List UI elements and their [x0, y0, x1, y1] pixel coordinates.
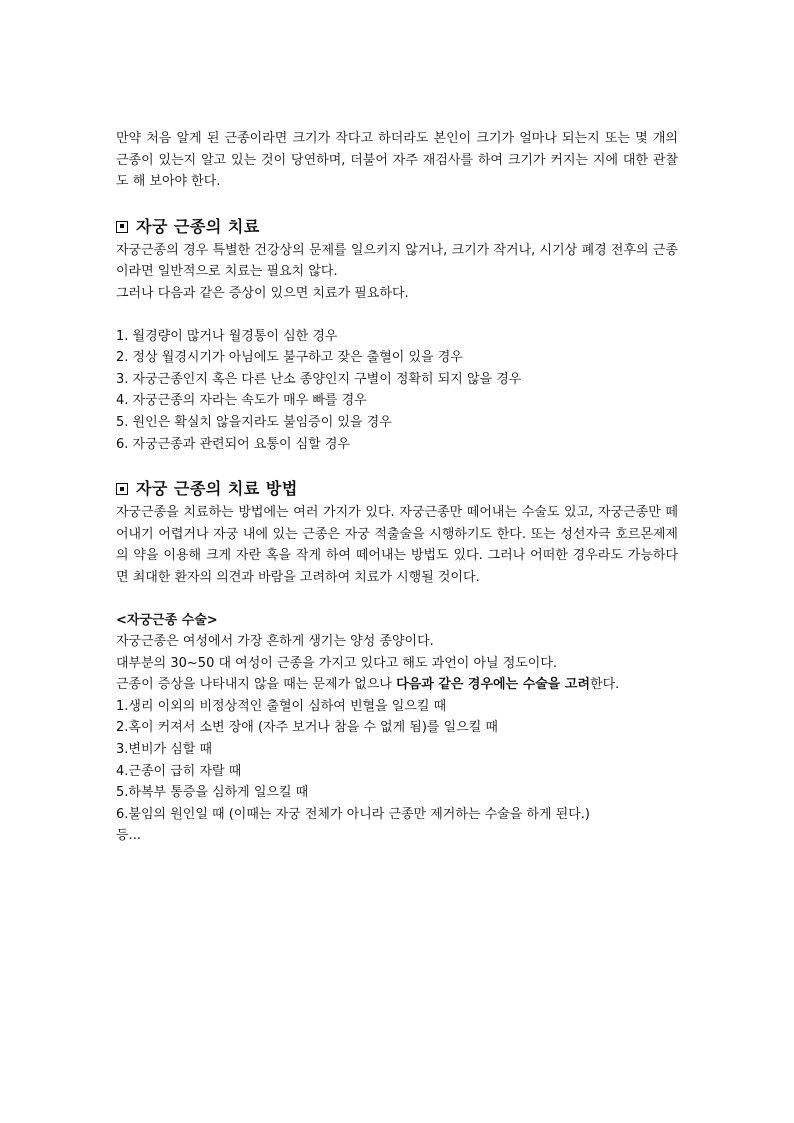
list-item: 6.불임의 원인일 때 (이때는 자궁 전체가 아니라 근종만 제거하는 수술을 하게 된다.)	[116, 806, 590, 822]
surgery-line-with-emphasis	[116, 674, 678, 696]
surgery-ending: 등...	[116, 828, 141, 844]
treatment-paragraph-2: 그러나 다음과 같은 증상이 있으면 치료가 필요하다.	[116, 285, 409, 301]
document-page	[116, 128, 678, 847]
square-bullet-icon	[116, 483, 128, 495]
surgery-line-text: 근종이 증상을 나타내지 않을 때는 문제가 없으나	[116, 677, 397, 693]
list-item: 3. 자궁근종인지 혹은 다른 난소 종양인지 구별이 정확히 되지 않을 경우	[116, 371, 522, 387]
surgery-emphasis: 다음과 같은 경우에는 수술을 고려	[396, 677, 591, 693]
surgery-line: 대부분의 30~50 대 여성이 근종을 가지고 있다고 해도 과언이 아닐 정도이다.	[116, 655, 558, 671]
list-item: 1. 월경량이 많거나 월경통이 심한 경우	[116, 328, 338, 344]
list-item: 4. 자궁근종의 자라는 속도가 매우 빠를 경우	[116, 393, 367, 409]
surgery-conditions-list	[116, 696, 678, 826]
list-item: 2.혹이 커져서 소변 장애 (자주 보거나 참을 수 없게 됨)를 일으킬 때	[116, 720, 498, 736]
surgery-line-text: 한다.	[590, 677, 620, 693]
list-item: 2. 정상 월경시기가 아님에도 불구하고 잦은 출혈이 있을 경우	[116, 350, 463, 366]
surgery-line: 자궁근종은 여성에서 가장 흔하게 생기는 양성 종양이다.	[116, 634, 434, 650]
list-item: 3.변비가 심할 때	[116, 742, 213, 758]
section-heading-treatment-methods	[116, 477, 678, 501]
list-item: 6. 자궁근종과 관련되어 요통이 심할 경우	[116, 436, 350, 452]
treatment-conditions-list	[116, 326, 678, 456]
treatment-paragraph: 자궁근종의 경우 특별한 건강상의 문제를 일으키지 않거나, 크기가 작거나, 시기상 폐경 전후의 근종이라면 일반적으로 치료는 필요치 않다.	[116, 242, 678, 280]
square-bullet-icon	[116, 221, 128, 233]
list-item: 1.생리 이외의 비정상적인 출혈이 심하여 빈혈을 일으킬 때	[116, 698, 447, 714]
surgery-subtitle: <자궁근종 수술>	[116, 612, 218, 628]
list-item: 5.하복부 통증을 심하게 일으킬 때	[116, 785, 309, 801]
intro-paragraph: 만약 처음 알게 된 근종이라면 크기가 작다고 하더라도 본인이 크기가 얼마나 되는지 또는 몇 개의 근종이 있는지 알고 있는 것이 당연하며, 더불어 자주 재검사를 하여 크기가 커지는 지에 대한 관찰도 해 보아야 한다.	[116, 131, 678, 190]
list-item: 5. 원인은 확실치 않을지라도 불임증이 있을 경우	[116, 414, 392, 430]
section-heading-treatment	[116, 215, 678, 239]
methods-paragraph: 자궁근종을 치료하는 방법에는 여러 가지가 있다. 자궁근종만 떼어내는 수술도 있고, 자궁근종만 떼어내기 어렵거나 자궁 내에 있는 근종은 자궁 적출술을 시행하기도 한다. 또는 성선자극 호르몬제제의 약을 이용해 크게 자란 혹을 작게 하여 떼어내는 방법도 있다. 그러나 어떠한 경우라도 가능하다면 최대한 환자의 의견과 바람을 고려하여 치료가 시행될 것이다.	[116, 505, 678, 585]
list-item: 4.근종이 급히 자랄 때	[116, 763, 242, 779]
section-title: 자궁 근종의 치료	[136, 216, 260, 236]
section-title: 자궁 근종의 치료 방법	[136, 479, 298, 499]
